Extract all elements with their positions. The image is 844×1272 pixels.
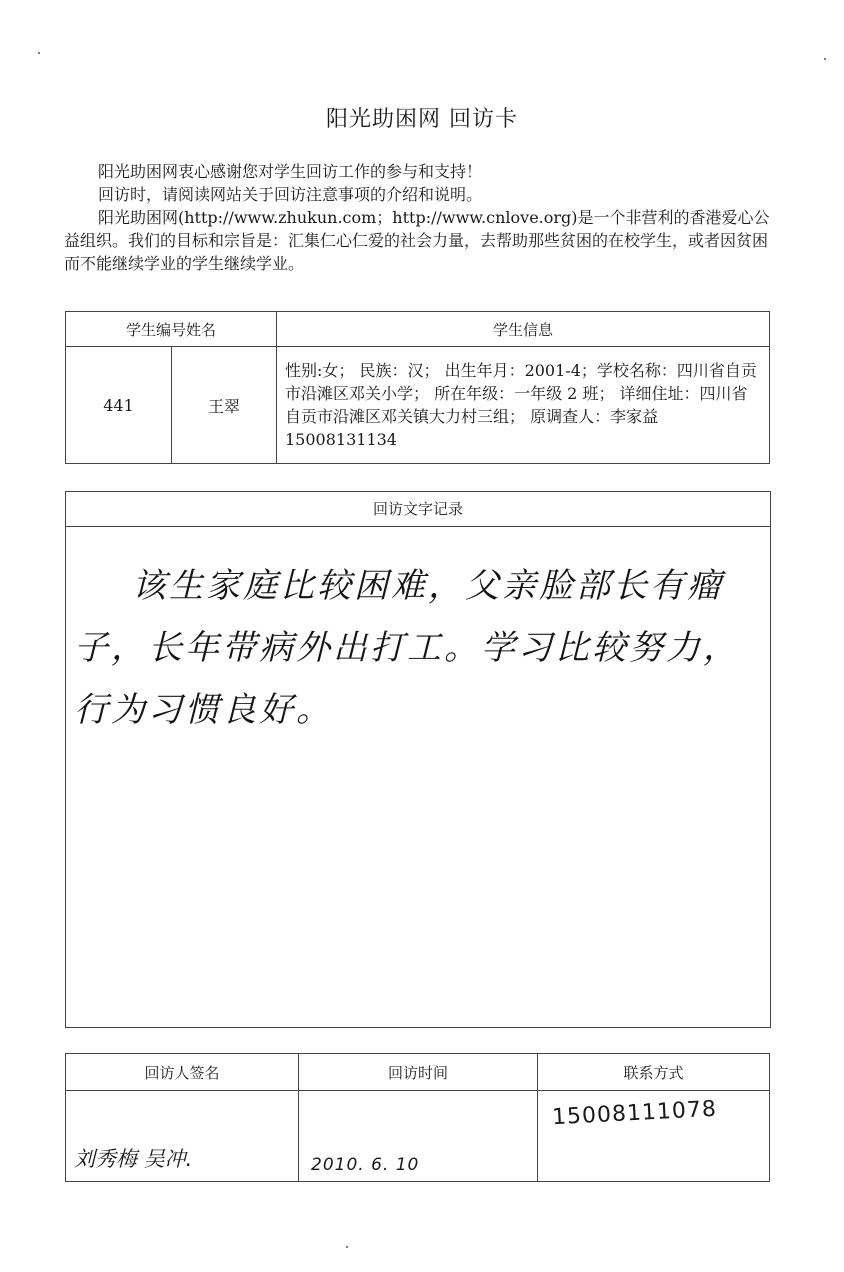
header-signer: 回访人签名 (66, 1054, 299, 1091)
signature-table (65, 1053, 770, 1182)
visit-record-handwriting: 该生家庭比较困难，父亲脸部长有瘤子，长年带病外出打工。学习比较努力，行为习惯良好。 (74, 566, 740, 730)
header-student-info: 学生信息 (277, 312, 770, 347)
student-id: 441 (66, 347, 172, 464)
contact-cell (538, 1091, 770, 1182)
signer-cell (66, 1091, 299, 1182)
student-name: 王翠 (172, 347, 277, 464)
student-info-table (65, 311, 770, 464)
visit-record-box (65, 491, 771, 1028)
visit-date: 2010. 6. 10 (311, 1155, 420, 1175)
intro-section (64, 160, 776, 275)
header-student-id-name: 学生编号姓名 (66, 312, 277, 347)
intro-instructions: 回访时，请阅读网站关于回访注意事项的介绍和说明。 (98, 185, 483, 204)
intro-organization: 阳光助困网(http://www.zhukun.com；http://www.cnlove.org)是一个非营利的香港爱心公益组织。我们的目标和宗旨是：汇集仁心仁爱的社会力量，去帮助那些贫困的在校学生，或者因贫困而不能继续学业的学生继续学业。 (64, 208, 770, 273)
visit-record-header: 回访文字记录 (66, 492, 770, 527)
scan-speck (38, 52, 40, 54)
signer-signature: 刘秀梅 吴冲. (74, 1147, 193, 1171)
scan-speck (346, 1246, 348, 1248)
header-visit-time: 回访时间 (299, 1054, 538, 1091)
student-info-text: 性别:女； 民族：汉； 出生年月：2001-4；学校名称：四川省自贡市沿滩区邓关小学； 所在年级：一年级 2 班； 详细住址：四川省自贡市沿滩区邓关镇大力村三组； 原调查人：李家益 15008131134 (277, 347, 770, 464)
header-contact: 联系方式 (538, 1054, 770, 1091)
time-cell (299, 1091, 538, 1182)
intro-thanks: 阳光助困网衷心感谢您对学生回访工作的参与和支持！ (98, 162, 483, 181)
page-title: 阳光助困网 回访卡 (326, 107, 518, 132)
contact-number: 15008111078 (551, 1096, 718, 1131)
scan-speck (824, 58, 826, 60)
